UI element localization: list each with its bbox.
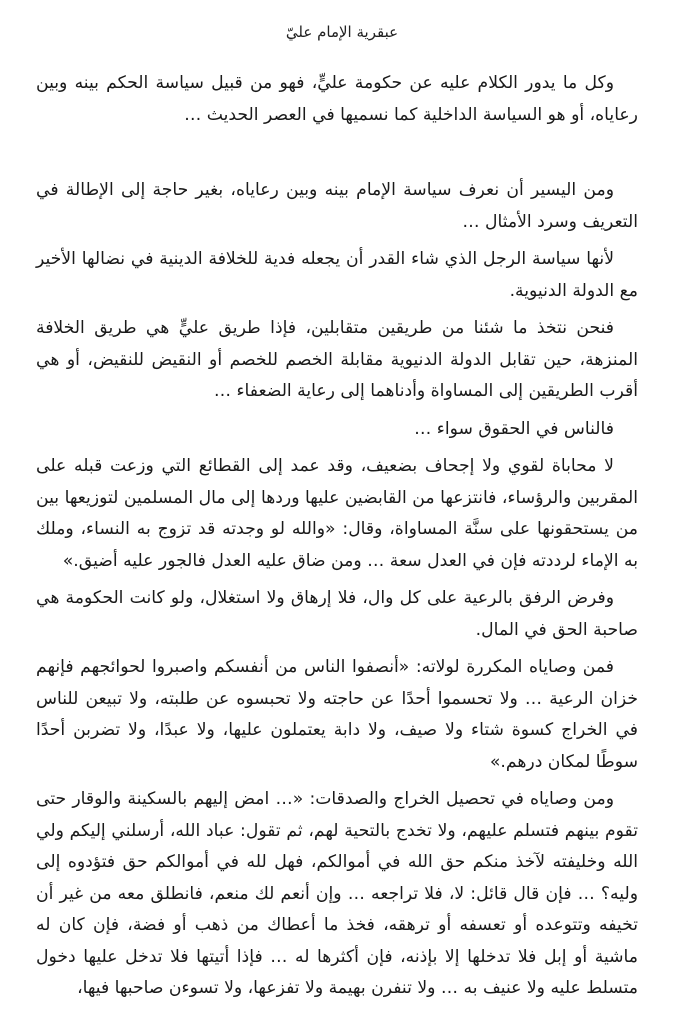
paragraph: ومن وصاياه في تحصيل الخراج والصدقات: «… امض إليهم بالسكينة والوقار حتى تقوم بينهم فتسلم عليهم، ولا تخدج بالتحية لهم، ثم تقول: عباد الله، أرسلني إليكم ولي الله وخليفته لآخذ منكم حق الله في أموالكم، فهل لله في أموالكم حق فتؤدوه إلى وليه؟ … فإن قال قائل: لا، فلا تراجعه … وإن أنعم لك منعم، فانطلق معه من غير أن تخيفه وتتوعده أو تعسفه أو ترهقه، فخذ ما أعطاك من ذهب أو فضة، فإن كان له ماشية أو إبل فلا تدخلها إلا بإذنه، فإن أكثرها له … فإذا أتيتها فلا تدخل عليها دخول متسلط عليه ولا عنيف به … ولا تنفرن بهيمة ولا تفزعها، ولا تسوءن صاحبها فيها، bbox=[36, 789, 638, 998]
paragraph: ومن اليسير أن نعرف سياسة الإمام بينه وبين رعاياه، بغير حاجة إلى الإطالة في التعريف وسرد الأمثال … bbox=[36, 180, 638, 232]
paragraph: وكل ما يدور الكلام عليه عن حكومة عليٍّ، فهو من قبيل سياسة الحكم بينه وبين رعاياه، أو هو السياسة الداخلية كما نسميها في العصر الحديث … bbox=[36, 73, 638, 125]
body-text bbox=[36, 68, 638, 1011]
paragraph: لا محاباة لقوي ولا إجحاف بضعيف، وقد عمد إلى القطائع التي وزعت قبله على المقربين والرؤساء، فانتزعها من القابضين عليها وردها إلى مال المسلمين لتوزيعها بين من يستحقونها على سنَّة المساواة، وقال: «والله لو وجدته قد تزوج به النساء، وملك به الإماء لرددته فإن في العدل سعة … ومن ضاق عليه العدل فالجور عليه أضيق.» bbox=[36, 456, 638, 571]
paragraph: فالناس في الحقوق سواء … bbox=[414, 418, 614, 439]
paragraph: فمن وصاياه المكررة لولاته: «أنصفوا الناس من أنفسكم واصبروا لحوائجهم فإنهم خزان الرعية … ولا تحسموا أحدًا عن حاجته ولا تحبسوه عن طلبته، ولا تبيعن للناس في الخراج كسوة شتاء ولا صيف، ولا دابة يعتملون عليها، ولا عبدًا، ولا تضربن أحدًا سوطًا لمكان درهم.» bbox=[36, 657, 638, 772]
paragraph: لأنها سياسة الرجل الذي شاء القدر أن يجعله فدية للخلافة الدينية في نضالها الأخير مع الدولة الدنيوية. bbox=[36, 249, 638, 301]
paragraph: فنحن نتخذ ما شئنا من طريقين متقابلين، فإذا طريق عليٍّ هي طريق الخلافة المنزهة، حين تقابل الدولة الدنيوية مقابلة الخصم للخصم أو النقيض للنقيض، أو هي أقرب الطريقين إلى المساواة وأدناهما إلى رعاية الضعفاء … bbox=[36, 318, 638, 401]
running-header: عبقرية الإمام عليّ bbox=[285, 23, 399, 41]
paragraph: وفرض الرفق بالرعية على كل وال، فلا إرهاق ولا استغلال، ولو كانت الحكومة هي صاحبة الحق في المال. bbox=[36, 588, 638, 640]
